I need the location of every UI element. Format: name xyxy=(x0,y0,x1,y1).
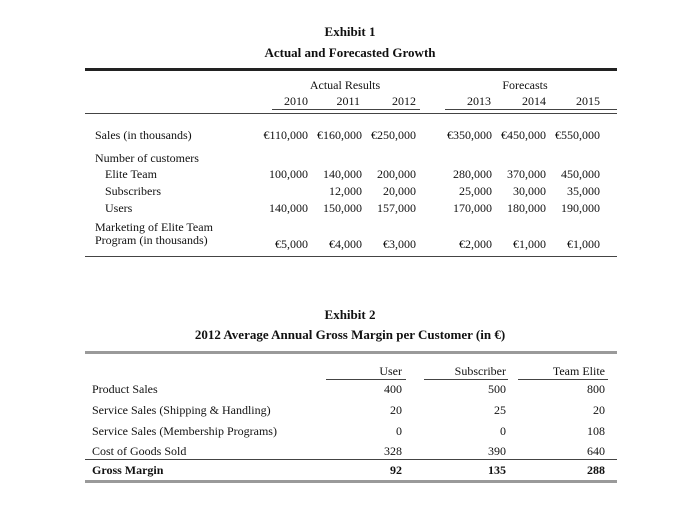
cell-marketing: €3,000 xyxy=(383,237,416,251)
row-label-subscribers: Subscribers xyxy=(105,184,161,198)
cell-marketing: €1,000 xyxy=(567,237,600,251)
row-heading-customers: Number of customers xyxy=(95,151,199,165)
cell-team-elite: 20 xyxy=(593,403,605,417)
forecast-underline xyxy=(445,109,617,110)
gross-margin-top-rule xyxy=(85,459,617,460)
cell-team-elite: 288 xyxy=(587,463,605,477)
cell-users: 140,000 xyxy=(269,201,308,215)
cell-elite: 370,000 xyxy=(507,167,546,181)
cell-team-elite: 640 xyxy=(587,444,605,458)
cell-sales: €550,000 xyxy=(555,128,600,142)
cell-team-elite: 108 xyxy=(587,424,605,438)
column-header: User xyxy=(379,364,402,378)
exhibit2-subtitle: 2012 Average Annual Gross Margin per Customer (in €) xyxy=(194,327,506,342)
exhibit2-bottom-rule xyxy=(85,480,617,483)
row-label-sales: Sales (in thousands) xyxy=(95,128,192,142)
actual-underline xyxy=(272,109,420,110)
column-underline xyxy=(326,379,406,380)
cell-elite: 140,000 xyxy=(323,167,362,181)
exhibit1-top-rule xyxy=(85,68,617,71)
row-label-users: Users xyxy=(105,201,133,215)
cell-user: 0 xyxy=(396,424,402,438)
column-header: Subscriber xyxy=(454,364,506,378)
cell-elite: 200,000 xyxy=(377,167,416,181)
cell-subscriber: 390 xyxy=(488,444,506,458)
cell-subscribers: 25,000 xyxy=(459,184,492,198)
row-label: Service Sales (Shipping & Handling) xyxy=(92,403,271,417)
exhibit2-title: Exhibit 2 xyxy=(324,307,376,322)
row-label: Service Sales (Membership Programs) xyxy=(92,424,277,438)
cell-sales: €250,000 xyxy=(371,128,416,142)
column-underline xyxy=(424,379,508,380)
cell-sales: €110,000 xyxy=(263,128,308,142)
row-label-gross-margin: Gross Margin xyxy=(92,463,164,477)
cell-elite: 280,000 xyxy=(453,167,492,181)
cell-subscribers: 35,000 xyxy=(567,184,600,198)
column-header: Team Elite xyxy=(552,364,605,378)
exhibit1-forecast-header: Forecasts xyxy=(502,78,548,92)
cell-users: 170,000 xyxy=(453,201,492,215)
cell-marketing: €1,000 xyxy=(513,237,546,251)
cell-subscriber: 0 xyxy=(500,424,506,438)
cell-sales: €160,000 xyxy=(317,128,362,142)
exhibit1-header-rule xyxy=(85,113,617,114)
cell-users: 157,000 xyxy=(377,201,416,215)
exhibit1-subtitle: Actual and Forecasted Growth xyxy=(264,45,436,60)
row-label-marketing-line2: Program (in thousands) xyxy=(95,233,208,247)
cell-elite: 100,000 xyxy=(269,167,308,181)
cell-user: 400 xyxy=(384,382,402,396)
cell-subscriber: 25 xyxy=(494,403,506,417)
year-header: 2014 xyxy=(522,94,546,108)
cell-users: 150,000 xyxy=(323,201,362,215)
year-header: 2015 xyxy=(576,94,600,108)
cell-subscribers: 12,000 xyxy=(329,184,362,198)
cell-users: 180,000 xyxy=(507,201,546,215)
cell-user: 328 xyxy=(384,444,402,458)
cell-subscriber: 500 xyxy=(488,382,506,396)
exhibit1-bottom-rule xyxy=(85,256,617,257)
cell-subscribers: 30,000 xyxy=(513,184,546,198)
column-underline xyxy=(518,379,608,380)
exhibit2-top-rule xyxy=(85,351,617,354)
cell-sales: €450,000 xyxy=(501,128,546,142)
year-header: 2010 xyxy=(284,94,308,108)
exhibit1-title: Exhibit 1 xyxy=(324,24,376,39)
cell-user: 20 xyxy=(390,403,402,417)
cell-users: 190,000 xyxy=(561,201,600,215)
cell-user: 92 xyxy=(390,463,402,477)
cell-subscriber: 135 xyxy=(488,463,506,477)
exhibit1-actual-header: Actual Results xyxy=(309,78,381,92)
cell-marketing: €4,000 xyxy=(329,237,362,251)
row-label: Product Sales xyxy=(92,382,158,396)
cell-marketing: €2,000 xyxy=(459,237,492,251)
cell-sales: €350,000 xyxy=(447,128,492,142)
row-label: Cost of Goods Sold xyxy=(92,444,187,458)
cell-team-elite: 800 xyxy=(587,382,605,396)
year-header: 2013 xyxy=(467,94,491,108)
cell-marketing: €5,000 xyxy=(275,237,308,251)
cell-subscribers: 20,000 xyxy=(383,184,416,198)
row-label-elite: Elite Team xyxy=(105,167,157,181)
row-label-marketing-line1: Marketing of Elite Team xyxy=(95,220,213,234)
year-header: 2012 xyxy=(392,94,416,108)
cell-elite: 450,000 xyxy=(561,167,600,181)
year-header: 2011 xyxy=(336,94,360,108)
